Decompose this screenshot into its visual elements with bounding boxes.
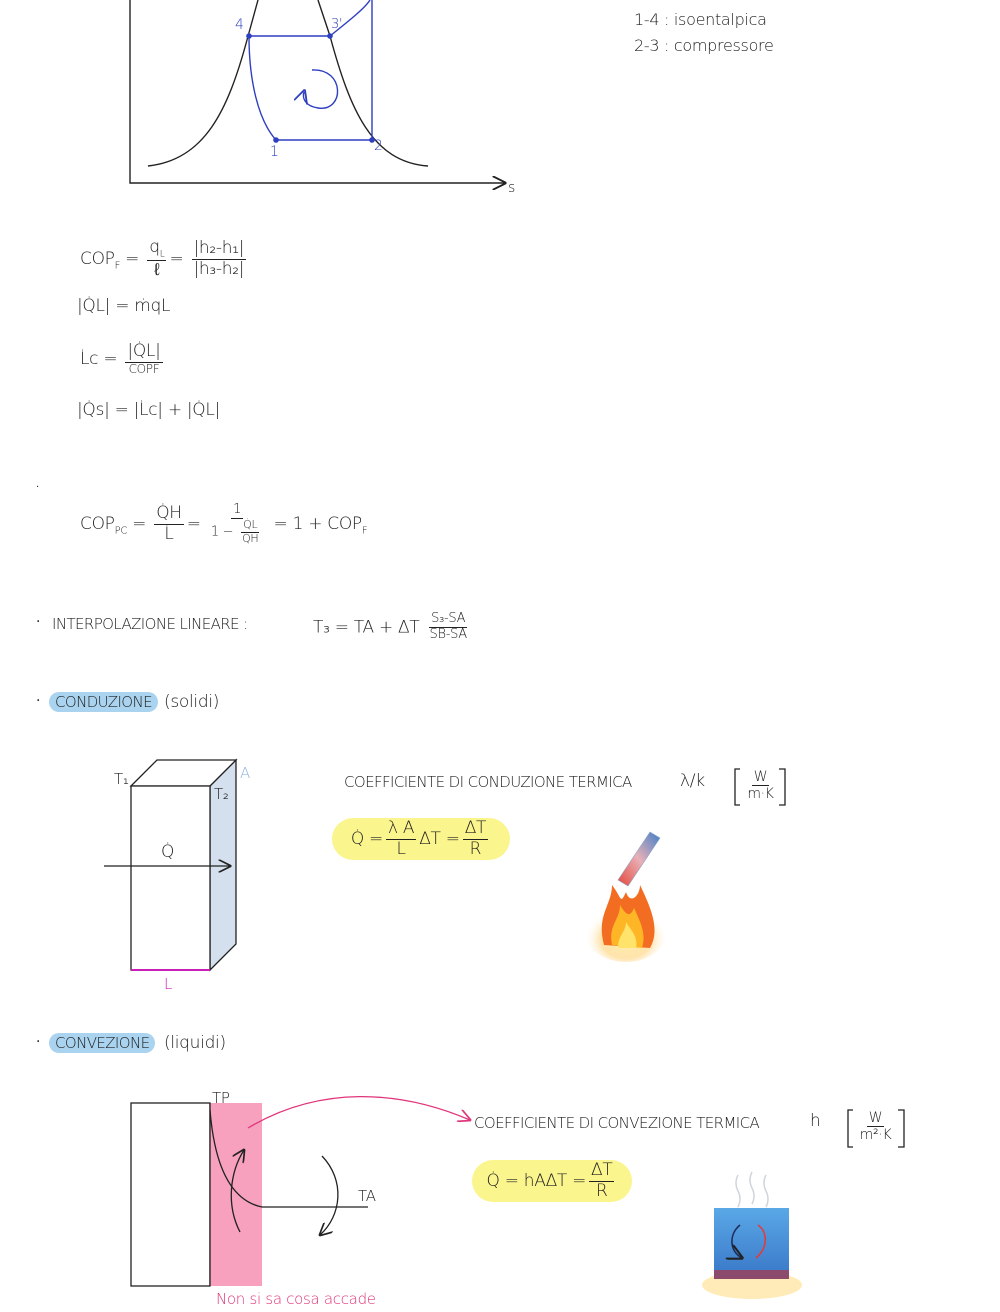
bullet-convezione: · [36,1034,41,1050]
conduction-coef-symbol: λ/k [680,771,705,791]
cycle-direction-arrow [303,70,337,108]
refrigeration-cycle [249,0,372,140]
boiling-pot-icon [702,1172,802,1299]
convection-wall [131,1097,470,1286]
convection-coef-symbol: h [810,1111,821,1131]
conduzione-note: (solidi) [164,692,220,712]
area-label: A [240,764,250,782]
heat-flux-label: Q̇ [161,842,175,862]
point-1 [273,137,279,143]
bullet-conduzione: · [36,693,41,709]
conduction-coef-label: COEFFICIENTE DI CONDUZIONE TERMICA [344,773,632,791]
interp-label: INTERPOLAZIONE LINEARE : [52,615,248,633]
point-4-label: 4 [235,17,244,33]
block-front-face [131,786,210,970]
stray-dot: · [36,482,40,493]
pointer-arrow [248,1097,470,1128]
t2-label: T₂ [214,785,229,803]
heated-bar-icon [584,832,668,962]
tp-label: TP [212,1089,230,1107]
point-3p [327,33,333,39]
conduction-unit: $\frac{W}{m\cdot K}$ [747,769,774,803]
legend-line-1: 1-4 : isoentalpica [634,10,767,29]
eq-cop-f: $COP_F$ = $\frac{q_L}{\text{ℓ}}$ = $\frac{\text{|h₂-h₁|}}{\text{|h₃-h₂|}}$ [80,237,245,280]
point-1-label: 1 [270,144,279,160]
steam [736,1172,768,1207]
flow-arrow-down [320,1156,338,1235]
legend-line-2: 2-3 : compressore [634,36,774,55]
boundary-layer-caption: Non si sa cosa accade [216,1290,376,1308]
eq-qs: |Q̇s| = |L̇c| + |Q̇L| [77,400,220,420]
point-4 [246,33,252,39]
metal-bar [618,832,660,886]
eq-ql: |Q̇L| = ṁqL [77,296,171,316]
wall [131,1103,210,1286]
ta-label: TA [358,1187,376,1205]
ts-axes [130,0,505,183]
conduzione-heading: CONDUZIONE [49,692,158,712]
convezione-heading: CONVEZIONE [49,1033,155,1053]
water-container [714,1208,789,1278]
point-3p-label: 3' [331,17,343,32]
ts-diagram [130,0,505,183]
convection-coef-label: COEFFICIENTE DI CONVEZIONE TERMICA [474,1114,760,1132]
boundary-layer [210,1103,262,1286]
interp-eq: T₃ = TA + ΔT $\frac{\text{S₃-SA}}{SB-SA}$ [313,611,467,642]
conduction-formula: Q̇ = $\frac{\text{λ A}}{L}$ ΔT = $\frac{\Delta T}{R}$ [332,818,510,860]
eq-cop-pc: $COP_{PC}$ = $\frac{Q̇H}{L̇}$ = 1 1 − $\frac{Q̇L}{Q̇H}$ = $1 + COP_F$ [80,502,368,545]
bullet-interp: · [36,614,41,630]
point-2-label: 2 [374,138,383,154]
unit-brackets [735,769,904,1147]
eq-lc: L̇c = $\frac{|Q̇L|}{\text{COPF}}$ [80,341,161,376]
saturation-dome [148,0,428,166]
t1-label: T₁ [114,770,129,788]
s-axis-label: s [508,180,515,196]
convection-formula: Q̇ = hAΔT = $\frac{\Delta T}{R}$ [472,1160,632,1202]
convection-unit: $\frac{W}{\text{m²·K}}$ [859,1110,892,1144]
length-label: L [164,975,173,993]
convezione-note: (liquidi) [164,1033,226,1053]
